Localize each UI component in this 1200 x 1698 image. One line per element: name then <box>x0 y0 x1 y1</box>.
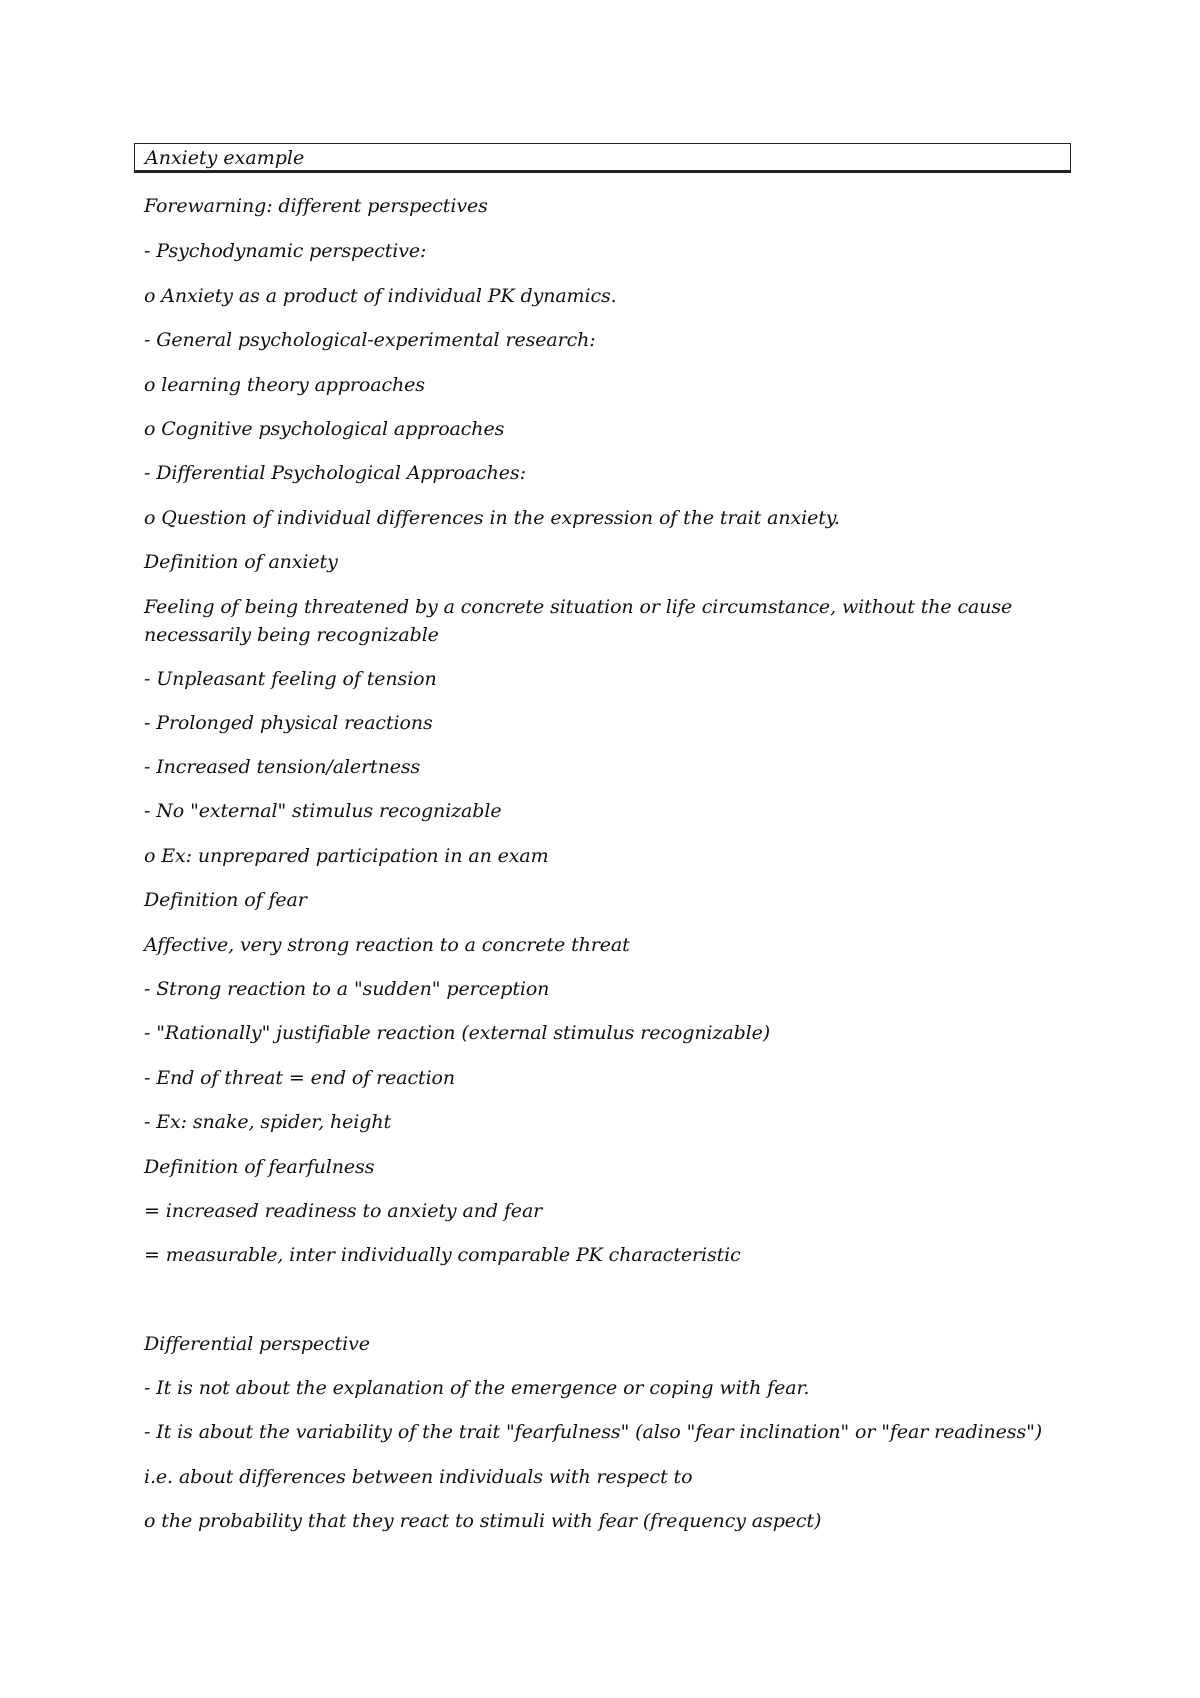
text-line: Forewarning: different perspectives <box>144 195 488 217</box>
text-line: - Psychodynamic perspective: <box>144 240 427 262</box>
document-title: Anxiety example <box>145 147 305 169</box>
text-line: = measurable, inter individually comparable PK characteristic <box>144 1244 741 1266</box>
text-line: Affective, very strong reaction to a concrete threat <box>144 934 630 956</box>
section-heading: Definition of fearfulness <box>144 1156 375 1178</box>
text-line: - Unpleasant feeling of tension <box>144 668 437 690</box>
section-heading: Definition of anxiety <box>144 551 338 573</box>
section-heading: Definition of fear <box>144 889 307 911</box>
text-line: o Cognitive psychological approaches <box>144 418 505 440</box>
text-line: - Increased tension/alertness <box>144 756 421 778</box>
text-line: - No "external" stimulus recognizable <box>144 800 502 822</box>
text-line: i.e. about differences between individuals with respect to <box>144 1466 693 1488</box>
title-box <box>134 143 1071 173</box>
text-line: - Differential Psychological Approaches: <box>144 462 526 484</box>
section-heading: Differential perspective <box>144 1333 370 1355</box>
text-line: - Strong reaction to a "sudden" perception <box>144 978 550 1000</box>
text-line: - It is not about the explanation of the emergence or coping with fear. <box>144 1377 810 1399</box>
text-line: - Prolonged physical reactions <box>144 712 433 734</box>
text-paragraph: Feeling of being threatened by a concrete situation or life circumstance, without the cause necessarily being recognizable <box>144 596 1013 646</box>
text-line: o Anxiety as a product of individual PK dynamics. <box>144 285 617 307</box>
text-line: - Ex: snake, spider, height <box>144 1111 391 1133</box>
text-line: - "Rationally" justifiable reaction (external stimulus recognizable) <box>144 1022 771 1044</box>
text-line: - General psychological-experimental research: <box>144 329 596 351</box>
text-line: o learning theory approaches <box>144 374 425 396</box>
text-line: - It is about the variability of the trait "fearfulness" (also "fear inclination" or "fear readiness") <box>144 1421 1043 1443</box>
text-line: o Question of individual differences in the expression of the trait anxiety. <box>144 507 840 529</box>
text-line: = increased readiness to anxiety and fear <box>144 1200 543 1222</box>
text-line: - End of threat = end of reaction <box>144 1067 456 1089</box>
text-line: o Ex: unprepared participation in an exam <box>144 845 549 867</box>
text-line: o the probability that they react to stimuli with fear (frequency aspect) <box>144 1510 822 1532</box>
